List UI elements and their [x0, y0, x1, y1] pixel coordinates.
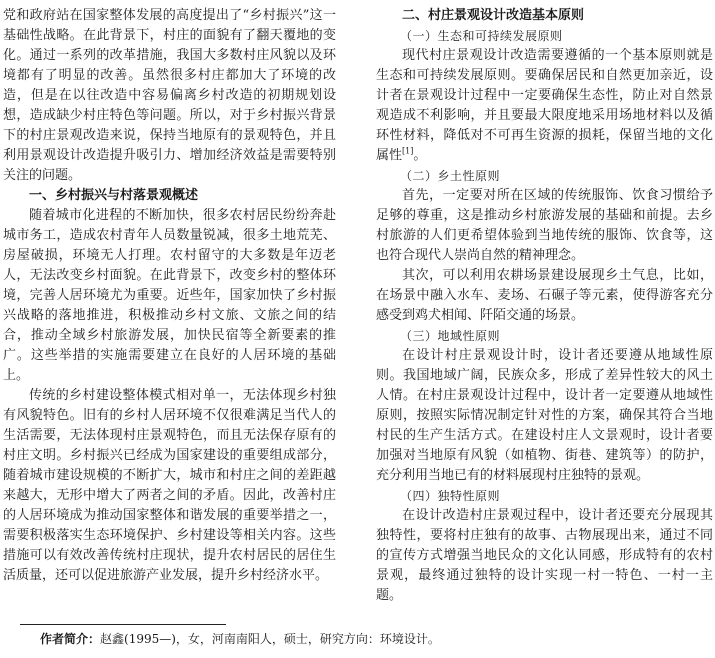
left-column: [3, 6, 336, 586]
section-2-heading: 二、村庄景观设计改造基本原则: [402, 8, 585, 23]
footnote-label: 作者简介：: [40, 632, 101, 646]
subsection-4-paragraph: 在设计改造村庄景观过程中，设计者还要充分展现其独特性，要将村庄独有的故事、古物展现出来，通过不同的宣传方式增强当地民众的文化认同感，形成特有的农村景观，最终通过独特的设计实现一村一特色、一村一主题。: [376, 508, 713, 603]
subsection-1-text: 现代村庄景观设计改造需要遵循的一个基本原则就是生态和可持续发展原则。要确保居民和自然更加亲近，设计者在景观设计过程中一定要确保生态性，防止对自然景观造成不利影响，并且要最大限度地采用场地材料以及循环性材料，降低对不可再生资源的损耗，保留当地的文化属性: [376, 48, 713, 163]
subsection-1-end: 。: [413, 148, 427, 163]
subsection-2-paragraph-1: 首先，一定要对所在区域的传统服饰、饮食习惯给予足够的尊重，这是推动乡村旅游发展的基础和前提。去乡村旅游的人们更希望体验到当地传统的服饰、饮食等，这也符合现代人崇尚自然的精神理念。: [376, 188, 713, 263]
subsection-2-heading: （二）乡土性原则: [400, 169, 501, 183]
subsection-1-heading: （一）生态和可持续发展原则: [400, 29, 563, 43]
section-1-paragraph-1: 随着城市化进程的不断加快，很多农村居民纷纷奔赴城市务工，造成农村青年人员数量锐减，很多土地荒芜、房屋破损，环境无人打理。农村留守的大多数是年迈老人，无法改变乡村面貌。在此背景下，改变乡村的整体环境，完善人居环境尤为重要。近些年，国家加快了乡村振兴战略的落地推进，积极推动乡村文旅、文旅之间的结合，推动全域乡村旅游发展，加快民宿等全新要素的推广。这些举措的实施需要建立在良好的人居环境的基础上。: [3, 208, 336, 383]
intro-continued-paragraph: 党和政府站在国家整体发展的高度提出了“乡村振兴”这一基础性战略。在此背景下，村庄的面貌有了翻天覆地的变化。通过一系列的改革措施，我国大多数村庄风貌以及环境都有了明显的改善。虽然很多村庄都加大了环境的改造，但是在以往改造中容易偏离乡村改造的初期规划设想，造成缺少村庄特色等问题。所以，对于乡村振兴背景下的村庄景观改造来说，保持当地原有的景观特色，并且利用景观设计改造提升吸引力、增加经济效益是需要特别关注的问题。: [3, 8, 336, 183]
right-column: [376, 6, 713, 606]
section-1-heading: 一、乡村振兴与村落景观概述: [29, 188, 199, 203]
subsection-4-heading: （四）独特性原则: [400, 489, 501, 503]
section-1-paragraph-2: 传统的乡村建设整体模式相对单一，无法体现乡村独有风貌特色。旧有的乡村人居环境不仅很难满足当代人的生活需要，无法体现村庄景观特色，而且无法保存原有的村庄文明。乡村振兴已经成为国家建设的重要组成部分，随着城市建设规模的不断扩大，城市和村庄之间的差距越来越大，无形中增大了两者之间的矛盾。因此，改善村庄的人居环境成为推动国家整体和谐发展的重要举措之一，需要积极落实生态环境保护、乡村建设等相关内容。这些措施可以有效改善传统村庄现状，提升农村居民的居住生活质量，还可以促进旅游产业发展，提升乡村经济水平。: [3, 388, 336, 583]
subsection-3-paragraph: 在设计村庄景观设计时，设计者还要遵从地域性原则。我国地域广阔，民族众多，形成了差异性较大的风土人情。在村庄景观设计过程中，设计者一定要遵从地域性原则，按照实际情况制定针对性的方案，确保其符合当地村民的生产生活方式。在建设村庄人文景观时，设计者要加强对当地原有风貌（如植物、街巷、建筑等）的防护，充分利用当地已有的材料展现村庄独特的景观。: [376, 348, 713, 483]
citation-marker: [1]: [402, 146, 414, 156]
footnote-divider: [20, 624, 226, 625]
subsection-2-paragraph-2: 其次，可以利用农耕场景建设展现乡土气息，比如，在场景中融入水车、麦场、石碾子等元素，使得游客充分感受到鸡犬相闻、阡陌交通的场景。: [376, 268, 713, 323]
subsection-3-heading: （三）地域性原则: [400, 329, 501, 343]
footnote-text: 赵鑫(1995—)，女，河南南阳人，硕士，研究方向：环境设计。: [100, 632, 440, 646]
subsection-1-paragraph: [376, 46, 713, 166]
author-footnote: [40, 630, 700, 648]
